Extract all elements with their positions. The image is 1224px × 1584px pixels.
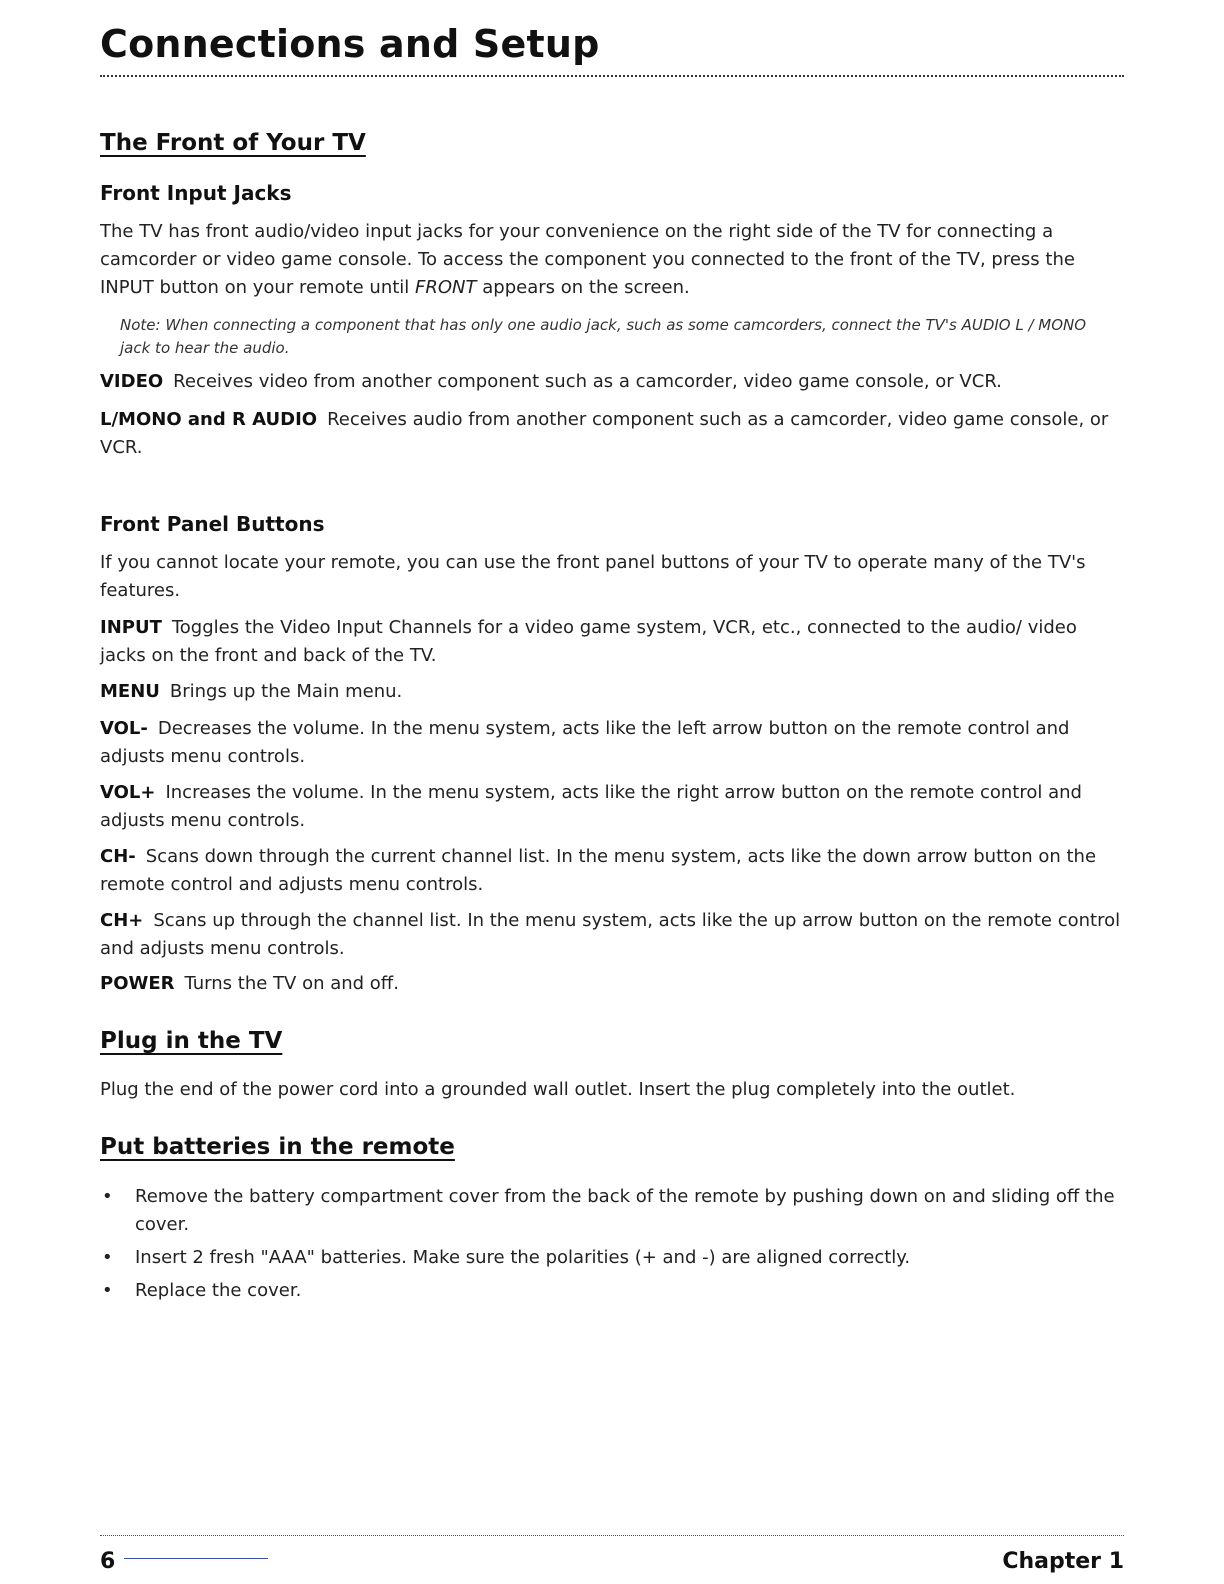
bullet-icon: • [102,1280,113,1301]
bullet-icon: • [102,1186,113,1207]
manual-page [100,0,1124,1584]
battery-step-text: Remove the battery compartment cover from the back of the remote by pushing down on and sliding off the cover. [135,1186,1115,1235]
intro-text-after: appears on the screen. [476,277,690,298]
button-item-ch-down [100,843,1124,899]
button-description: Toggles the Video Input Channels for a video game system, VCR, etc., connected to the audio/ video jacks on the front and back of the TV. [100,617,1077,666]
button-item-menu [100,678,1124,706]
button-term: POWER [100,973,175,994]
list-item [100,1244,1124,1272]
jack-description: Receives audio from another component such as a camcorder, video game console, or VCR. [100,409,1109,458]
button-term: MENU [100,681,160,702]
jack-item-audio [100,406,1124,462]
bullet-icon: • [102,1247,113,1268]
button-term: VOL+ [100,782,156,803]
button-item-vol-down [100,715,1124,771]
front-panel-intro: If you cannot locate your remote, you can use the front panel buttons of your TV to operate many of the TV's features. [100,552,1086,601]
title-divider [100,75,1124,77]
battery-step-text: Replace the cover. [135,1280,302,1301]
intro-emphasis: FRONT [415,277,477,298]
front-input-jacks-intro [100,218,1124,302]
button-description: Scans up through the channel list. In the menu system, acts like the up arrow button on the remote control and adjusts menu controls. [100,910,1121,959]
footer-chapter-label: Chapter 1 [1002,1549,1124,1574]
button-description: Increases the volume. In the menu system, acts like the right arrow button on the remote control and adjusts menu controls. [100,782,1082,831]
battery-steps-list [100,1183,1124,1310]
jack-term: L/MONO and R AUDIO [100,409,318,430]
page-number: 6 [100,1549,116,1574]
page-number-underline [124,1558,268,1559]
jack-item-video [100,368,1124,396]
button-item-power [100,970,1124,998]
button-term: CH- [100,846,136,867]
audio-jack-note: Note: When connecting a component that has only one audio jack, such as some camcorders, connect the TV's AUDIO L / MONO jack to hear the audio. [120,316,1087,357]
section-heading-front-of-tv: The Front of Your TV [100,130,366,156]
jack-description: Receives video from another component such as a camcorder, video game console, or VCR. [173,371,1002,392]
button-item-input [100,614,1124,670]
subheading-front-panel-buttons: Front Panel Buttons [100,512,325,536]
button-description: Brings up the Main menu. [169,681,403,702]
button-description: Decreases the volume. In the menu system, acts like the left arrow button on the remote control and adjusts menu controls. [100,718,1070,767]
section-heading-plug-in: Plug in the TV [100,1028,283,1054]
jack-term: VIDEO [100,371,164,392]
intro-text-before: The TV has front audio/video input jacks for your convenience on the right side of the TV for connecting a camcorder or video game console. To access the component you connected to the front of the TV, press the INPUT button on your remote until [100,221,1075,298]
button-term: INPUT [100,617,162,638]
section-heading-batteries: Put batteries in the remote [100,1134,455,1160]
button-item-ch-up [100,907,1124,963]
list-item [100,1183,1124,1239]
subheading-front-input-jacks: Front Input Jacks [100,181,292,205]
button-item-vol-up [100,779,1124,835]
list-item [100,1277,1124,1305]
footer-divider [100,1535,1124,1536]
button-description: Scans down through the current channel list. In the menu system, acts like the down arrow button on the remote control and adjusts menu controls. [100,846,1097,895]
button-description: Turns the TV on and off. [184,973,399,994]
plug-in-text: Plug the end of the power cord into a grounded wall outlet. Insert the plug completely into the outlet. [100,1079,1016,1100]
battery-step-text: Insert 2 fresh "AAA" batteries. Make sure the polarities (+ and -) are aligned correctly. [135,1247,911,1268]
chapter-title: Connections and Setup [100,22,600,66]
button-term: VOL- [100,718,148,739]
button-term: CH+ [100,910,144,931]
